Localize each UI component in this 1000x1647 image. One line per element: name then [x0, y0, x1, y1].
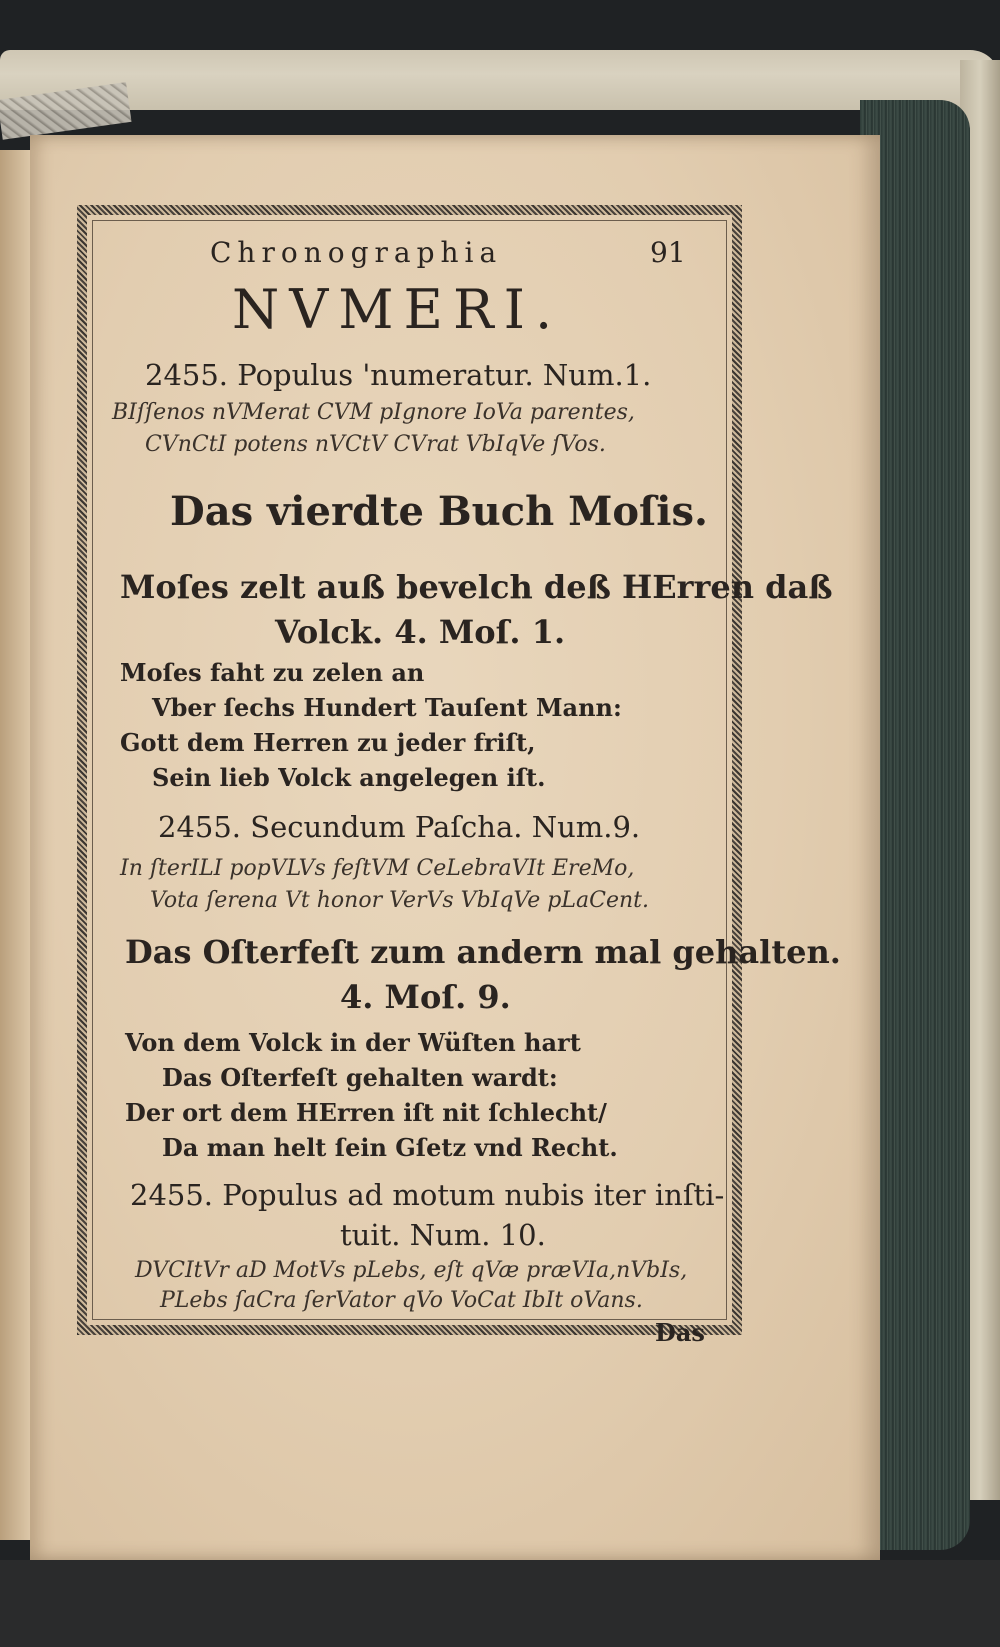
entry-heading: 2455. Populus 'numeratur. Num.1.	[145, 358, 652, 392]
page-number: 91	[650, 236, 686, 269]
chronogram-line: DVCItVr aD MotVs pLebs, eſt qVæ præVIa,nVbIs,	[135, 1258, 688, 1283]
section-title: Volck. 4. Moſ. 1.	[275, 613, 566, 651]
verse-line: Der ort dem HErren iſt nit ſchlecht/	[125, 1098, 607, 1127]
section-title: Das Oſterfeſt zum andern mal gehalten.	[125, 933, 841, 971]
chronogram-line: In ſterILI popVLVs feſtVM CeLebraVIt EreMo,	[120, 856, 635, 881]
catchword: Das	[655, 1318, 705, 1347]
chronogram-line: BIſſenos nVMerat CVM pIgnore IoVa parentes,	[112, 400, 635, 425]
book-title: NVMERI.	[232, 278, 563, 341]
chronogram-line: CVnCtI potens nVCtV CVrat VbIqVe ſVos.	[145, 432, 606, 457]
entry-heading: tuit. Num. 10.	[340, 1218, 546, 1252]
entry-heading: 2455. Secundum Paſcha. Num.9.	[158, 810, 641, 844]
entry-heading: 2455. Populus ad motum nubis iter inſti-	[130, 1178, 725, 1212]
chronogram-line: PLebs ſaCra ſerVator qVo VoCat IbIt oVans.	[160, 1288, 643, 1313]
verse-line: Von dem Volck in der Wüſten hart	[125, 1028, 581, 1057]
background-surface	[0, 1560, 1000, 1647]
verse-line: Moſes faht zu zelen an	[120, 658, 425, 687]
running-header: Chronographia	[210, 236, 503, 269]
verse-line: Vber ſechs Hundert Tauſent Mann:	[152, 693, 622, 722]
verse-line: Das Oſterfeſt gehalten wardt:	[162, 1063, 558, 1092]
page-content	[100, 228, 841, 1347]
facing-page-edge	[0, 150, 30, 1540]
chronogram-line: Vota ſerena Vt honor VerVs VbIqVe pLaCent.	[150, 888, 649, 913]
verse-line: Da man helt ſein Gſetz vnd Recht.	[162, 1133, 618, 1162]
verse-line: Gott dem Herren zu jeder friſt,	[120, 728, 536, 757]
section-title: Moſes zelt auß bevelch deß HErren daß	[120, 568, 833, 606]
book-heading: Das vierdte Buch Moſis.	[170, 488, 708, 535]
section-title: 4. Moſ. 9.	[340, 978, 511, 1016]
book-cover-top	[0, 50, 1000, 110]
verse-line: Sein lieb Volck angelegen iſt.	[152, 763, 546, 792]
